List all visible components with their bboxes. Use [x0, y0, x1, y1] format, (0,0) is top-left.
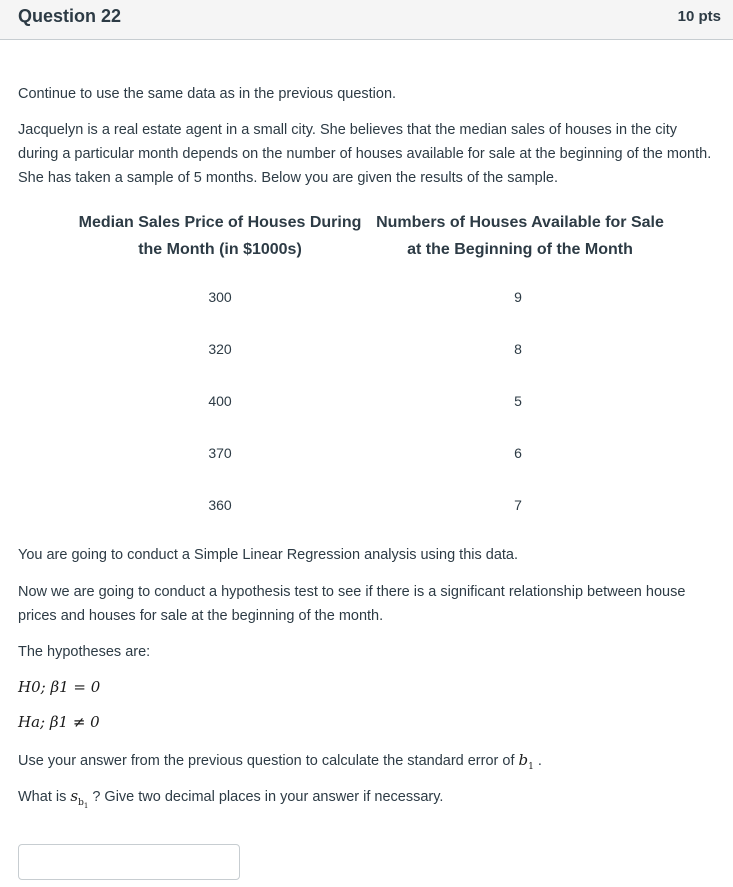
table-cell-houses: 5: [514, 393, 522, 409]
table-cell-price: 400: [208, 393, 232, 409]
column-header-houses: Numbers of Houses Available for Sale at the Beginning of the Month: [376, 214, 664, 258]
question-title: Question 22: [18, 6, 122, 26]
column-header-price: Median Sales Price of Houses During the Month (in $1000s): [78, 214, 362, 258]
table-cell-price: 360: [208, 497, 232, 513]
instruction-line-4: [18, 748, 718, 779]
answer-input[interactable]: [18, 844, 240, 880]
question-header: [0, 0, 733, 40]
instruction-line-3: The hypotheses are:: [18, 644, 151, 660]
instruction-line-4-end: .: [533, 753, 542, 769]
scenario-text: Jacquelyn is a real estate agent in a small city. She believes that the median sales of houses in the city during a particular month depends on the number of houses available for sale at the beginning of the month. She has taken a sample of 5 months. Below you are given the results of the sample.: [18, 122, 712, 186]
instruction-line-2: Now we are going to conduct a hypothesis test to see if there is a significant relationship between house prices and houses for sale at the beginning of the month.: [18, 584, 686, 624]
b1-symbol: $b_1$: [518, 751, 534, 772]
table-cell-houses: 7: [514, 497, 522, 513]
table-cell-price: 320: [208, 341, 232, 357]
instruction-line-1: You are going to conduct a Simple Linear Regression analysis using this data.: [18, 547, 519, 563]
sb1-symbol: $s_{b_1}$: [70, 787, 89, 810]
intro-text: Continue to use the same data as in the previous question.: [18, 86, 397, 102]
table-cell-price: 370: [208, 445, 232, 461]
table-cell-houses: 8: [514, 341, 522, 357]
question-prompt-start: What is: [18, 789, 71, 805]
alternative-hypothesis: Ha; β1 ≠ 0: [18, 713, 100, 731]
question-prompt: [18, 784, 718, 818]
question-prompt-end: ? Give two decimal places in your answer if necessary.: [88, 789, 444, 805]
instruction-line-4-start: Use your answer from the previous question to calculate the standard error of: [18, 753, 519, 769]
table-cell-houses: 9: [514, 289, 522, 305]
null-hypothesis: H0; β1 = 0: [18, 678, 101, 696]
question-points: 10 pts: [677, 8, 721, 25]
table-cell-houses: 6: [514, 445, 522, 461]
table-cell-price: 300: [208, 289, 232, 305]
